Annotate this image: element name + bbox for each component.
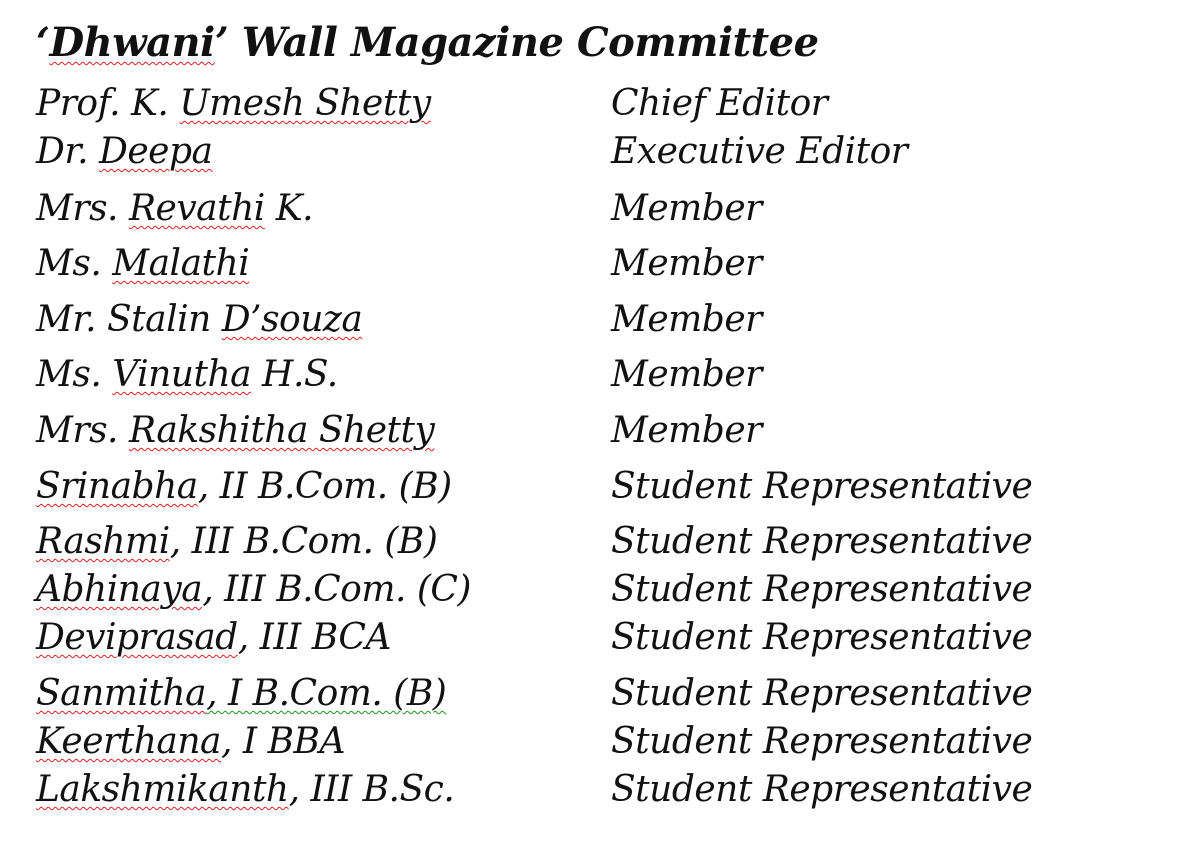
name-suffix: H.S. xyxy=(251,354,338,395)
member-name xyxy=(36,465,452,509)
member-name xyxy=(36,568,471,612)
name-suffix: , III BCA xyxy=(237,617,391,658)
name-suffix: , I B.Com. (B) xyxy=(206,673,447,714)
member-role: Student Representative xyxy=(611,466,1033,507)
name-flagged: Umesh Shetty xyxy=(179,83,431,124)
member-role: Student Representative xyxy=(611,673,1033,714)
name-flagged: Rakshitha Shetty xyxy=(128,410,435,451)
name-prefix: Mrs. xyxy=(36,188,129,229)
member-name xyxy=(36,353,338,397)
name-flagged: Revathi xyxy=(128,188,265,229)
member-role: Student Representative xyxy=(611,569,1033,610)
name-flagged: Srinabha xyxy=(36,466,198,507)
name-flagged: Malathi xyxy=(112,243,250,284)
member-name xyxy=(36,672,446,716)
name-flagged: Abhinaya xyxy=(36,569,203,610)
member-role: Member xyxy=(611,354,762,395)
name-suffix: K. xyxy=(264,188,314,229)
member-name xyxy=(36,616,391,660)
member-name xyxy=(36,720,345,764)
title-rest: ’ Wall Magazine Committee xyxy=(214,19,819,66)
member-role: Member xyxy=(611,410,762,451)
member-name xyxy=(36,242,249,286)
member-role: Member xyxy=(611,299,762,340)
member-name xyxy=(36,409,434,453)
name-flagged: Vinutha xyxy=(112,354,252,395)
name-suffix: , III B.Sc. xyxy=(288,769,455,810)
name-prefix: Prof. K. xyxy=(36,83,180,124)
member-role: Member xyxy=(611,188,762,229)
member-role: Student Representative xyxy=(611,521,1033,562)
member-name xyxy=(36,768,454,812)
member-name xyxy=(36,187,313,231)
member-name xyxy=(36,520,437,564)
name-flagged: Sanmitha xyxy=(36,673,207,714)
name-flagged: Keerthana xyxy=(36,721,222,762)
name-prefix: Dr. xyxy=(36,131,100,172)
title-quote-open: ‘ xyxy=(36,19,50,66)
name-flagged: Deviprasad xyxy=(36,617,238,658)
name-suffix: , III B.Com. (C) xyxy=(202,569,471,610)
name-flagged: Deepa xyxy=(99,131,213,172)
member-name xyxy=(36,298,362,342)
name-prefix: Ms. xyxy=(36,243,113,284)
member-name xyxy=(36,130,213,174)
name-prefix: Ms. xyxy=(36,354,113,395)
member-role: Student Representative xyxy=(611,721,1033,762)
member-role: Student Representative xyxy=(611,769,1033,810)
member-role: Student Representative xyxy=(611,617,1033,658)
name-suffix: , II B.Com. (B) xyxy=(197,466,452,507)
member-name xyxy=(36,82,431,126)
member-role: Chief Editor xyxy=(611,83,828,124)
member-role: Member xyxy=(611,243,762,284)
name-prefix: Mr. Stalin xyxy=(36,299,222,340)
title-word-dhwani: Dhwani xyxy=(49,19,215,66)
page-title xyxy=(36,14,819,72)
name-flagged: Lakshmikanth xyxy=(36,769,289,810)
name-suffix: , III B.Com. (B) xyxy=(169,521,438,562)
name-flagged: Rashmi xyxy=(36,521,170,562)
name-flagged: D’souza xyxy=(221,299,363,340)
name-suffix: , I BBA xyxy=(221,721,345,762)
name-prefix: Mrs. xyxy=(36,410,129,451)
member-role: Executive Editor xyxy=(611,131,908,172)
